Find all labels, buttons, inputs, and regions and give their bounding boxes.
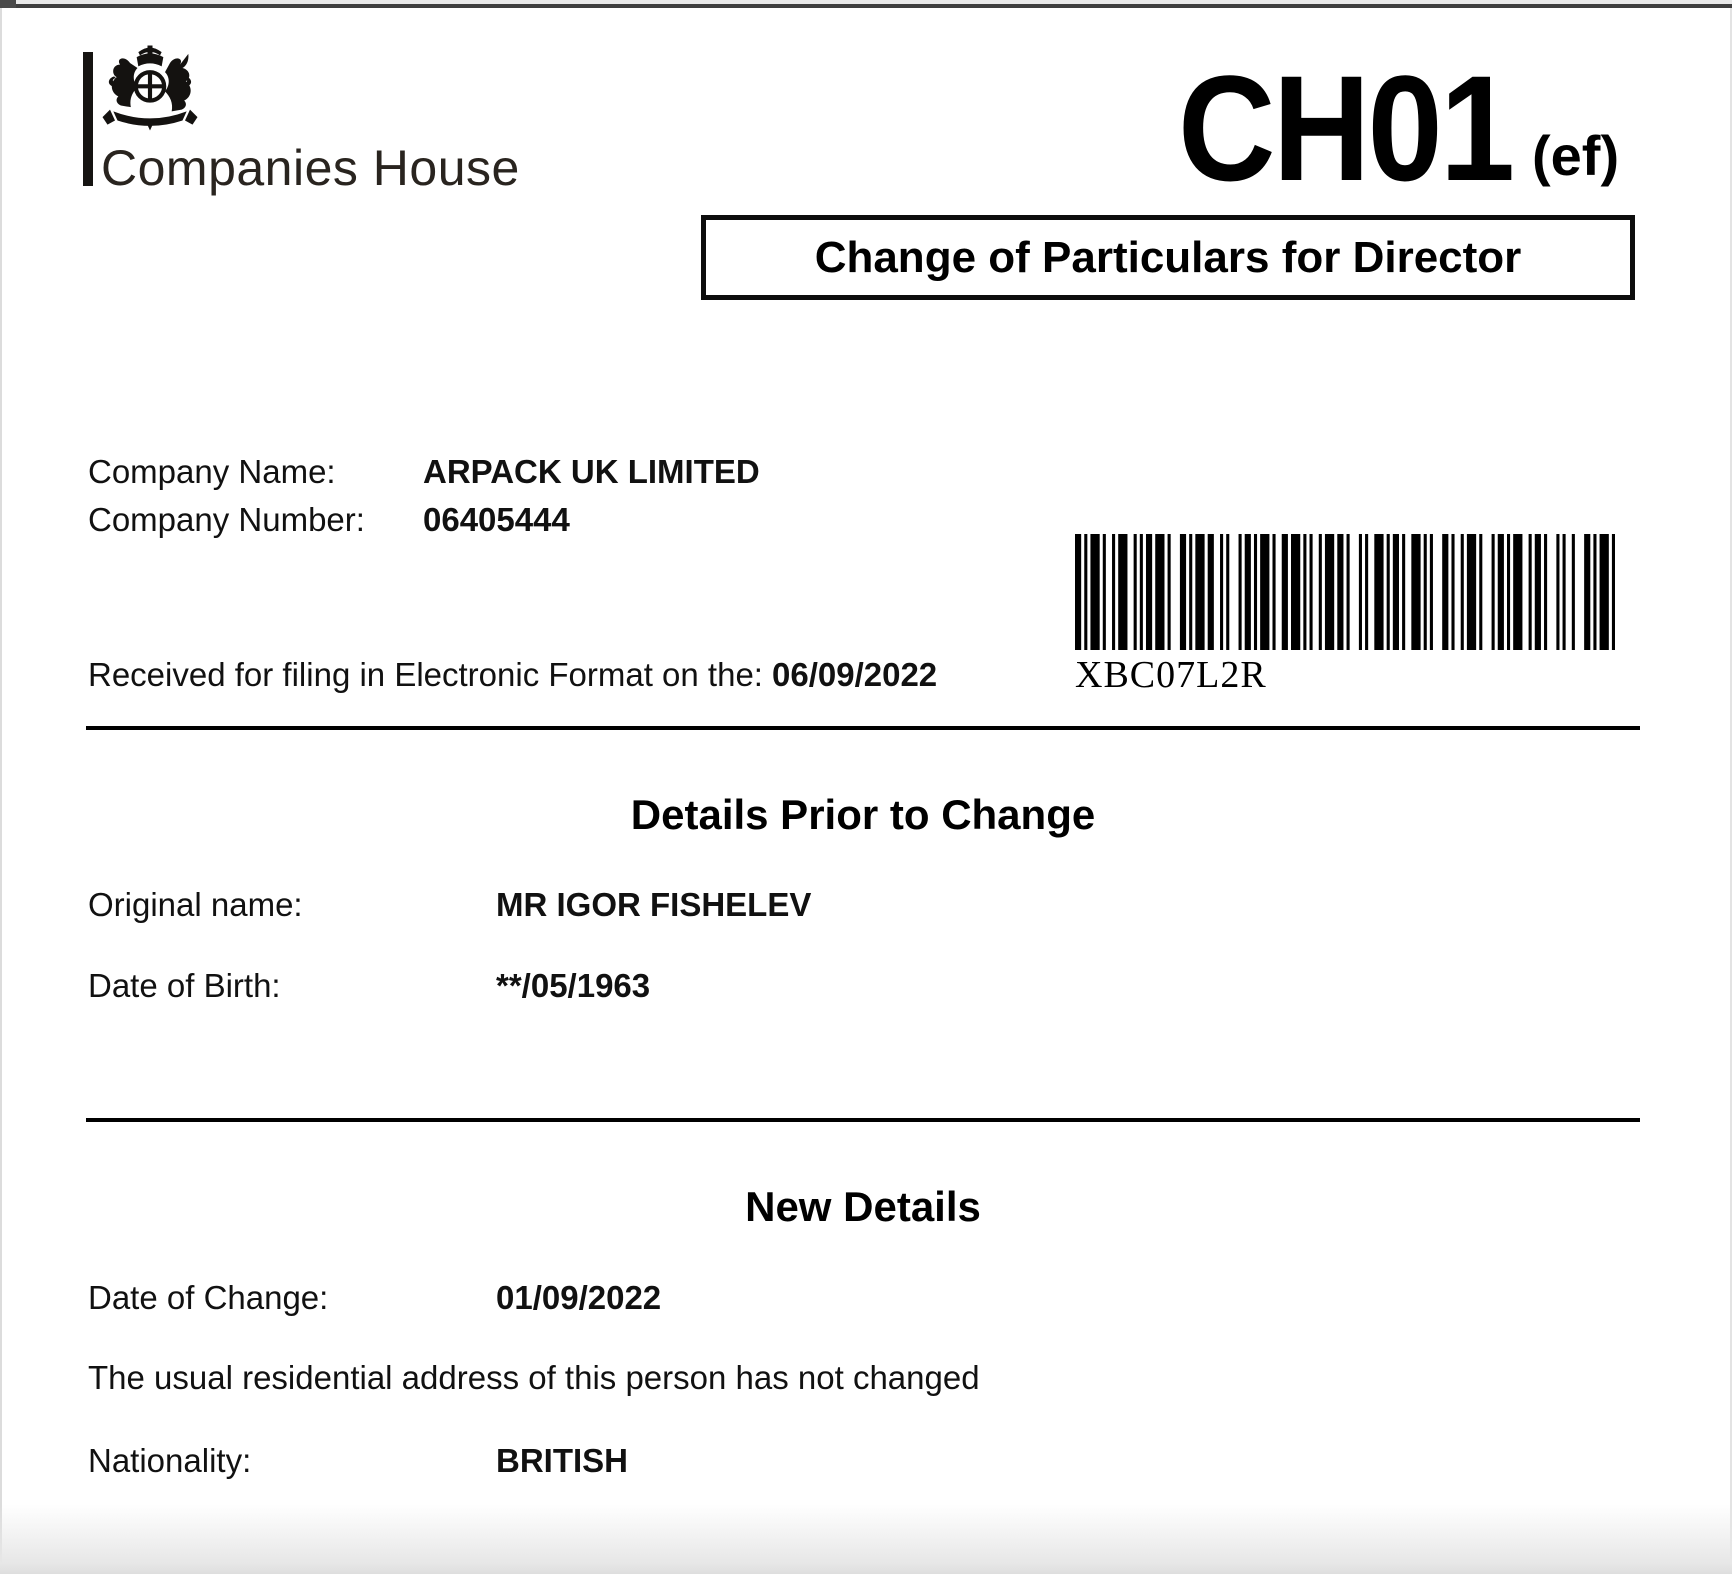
top-edge-dark (0, 4, 1732, 8)
received-date: 06/09/2022 (771, 656, 938, 693)
company-number-label: Company Number: (88, 501, 365, 538)
barcode (1075, 534, 1615, 650)
form-title-box (701, 215, 1635, 300)
form-code: CH01 (1178, 44, 1513, 212)
section-divider-1 (86, 726, 1640, 730)
form-code-suffix: (ef) (1532, 124, 1620, 187)
date-of-birth-value: **/05/1963 (496, 967, 651, 1004)
company-number-value: 06405444 (423, 501, 570, 538)
date-of-birth-row (0, 966, 1732, 1006)
bottom-edge-shadow (0, 1504, 1732, 1574)
date-of-change-row (0, 1278, 1732, 1318)
received-line (88, 655, 937, 695)
original-name-value: MR IGOR FISHELEV (496, 886, 812, 923)
left-edge (0, 8, 2, 1574)
nationality-label: Nationality: (88, 1442, 252, 1479)
nationality-value: BRITISH (496, 1442, 628, 1479)
logo-vertical-bar (83, 52, 93, 186)
date-of-change-value: 01/09/2022 (496, 1279, 662, 1316)
companies-house-wordmark: Companies House (101, 140, 520, 196)
top-edge-corner (0, 0, 16, 8)
address-unchanged-note: The usual residential address of this person has not changed (88, 1359, 980, 1396)
date-of-birth-label: Date of Birth: (88, 967, 281, 1004)
royal-crest-icon (100, 44, 200, 132)
section-divider-2 (86, 1118, 1640, 1122)
original-name-label: Original name: (88, 886, 303, 923)
section-heading-new: New Details (745, 1183, 981, 1230)
form-title: Change of Particulars for Director (814, 232, 1522, 282)
company-name-row (0, 452, 1732, 492)
date-of-change-label: Date of Change: (88, 1279, 329, 1316)
section-heading-prior: Details Prior to Change (630, 791, 1096, 838)
company-name-value: ARPACK UK LIMITED (423, 453, 760, 490)
company-name-label: Company Name: (88, 453, 336, 490)
barcode-text: XBC07L2R (1075, 654, 1267, 696)
original-name-row (0, 885, 1732, 925)
nationality-row (0, 1441, 1732, 1481)
received-text: Received for filing in Electronic Format on the: (88, 656, 763, 693)
